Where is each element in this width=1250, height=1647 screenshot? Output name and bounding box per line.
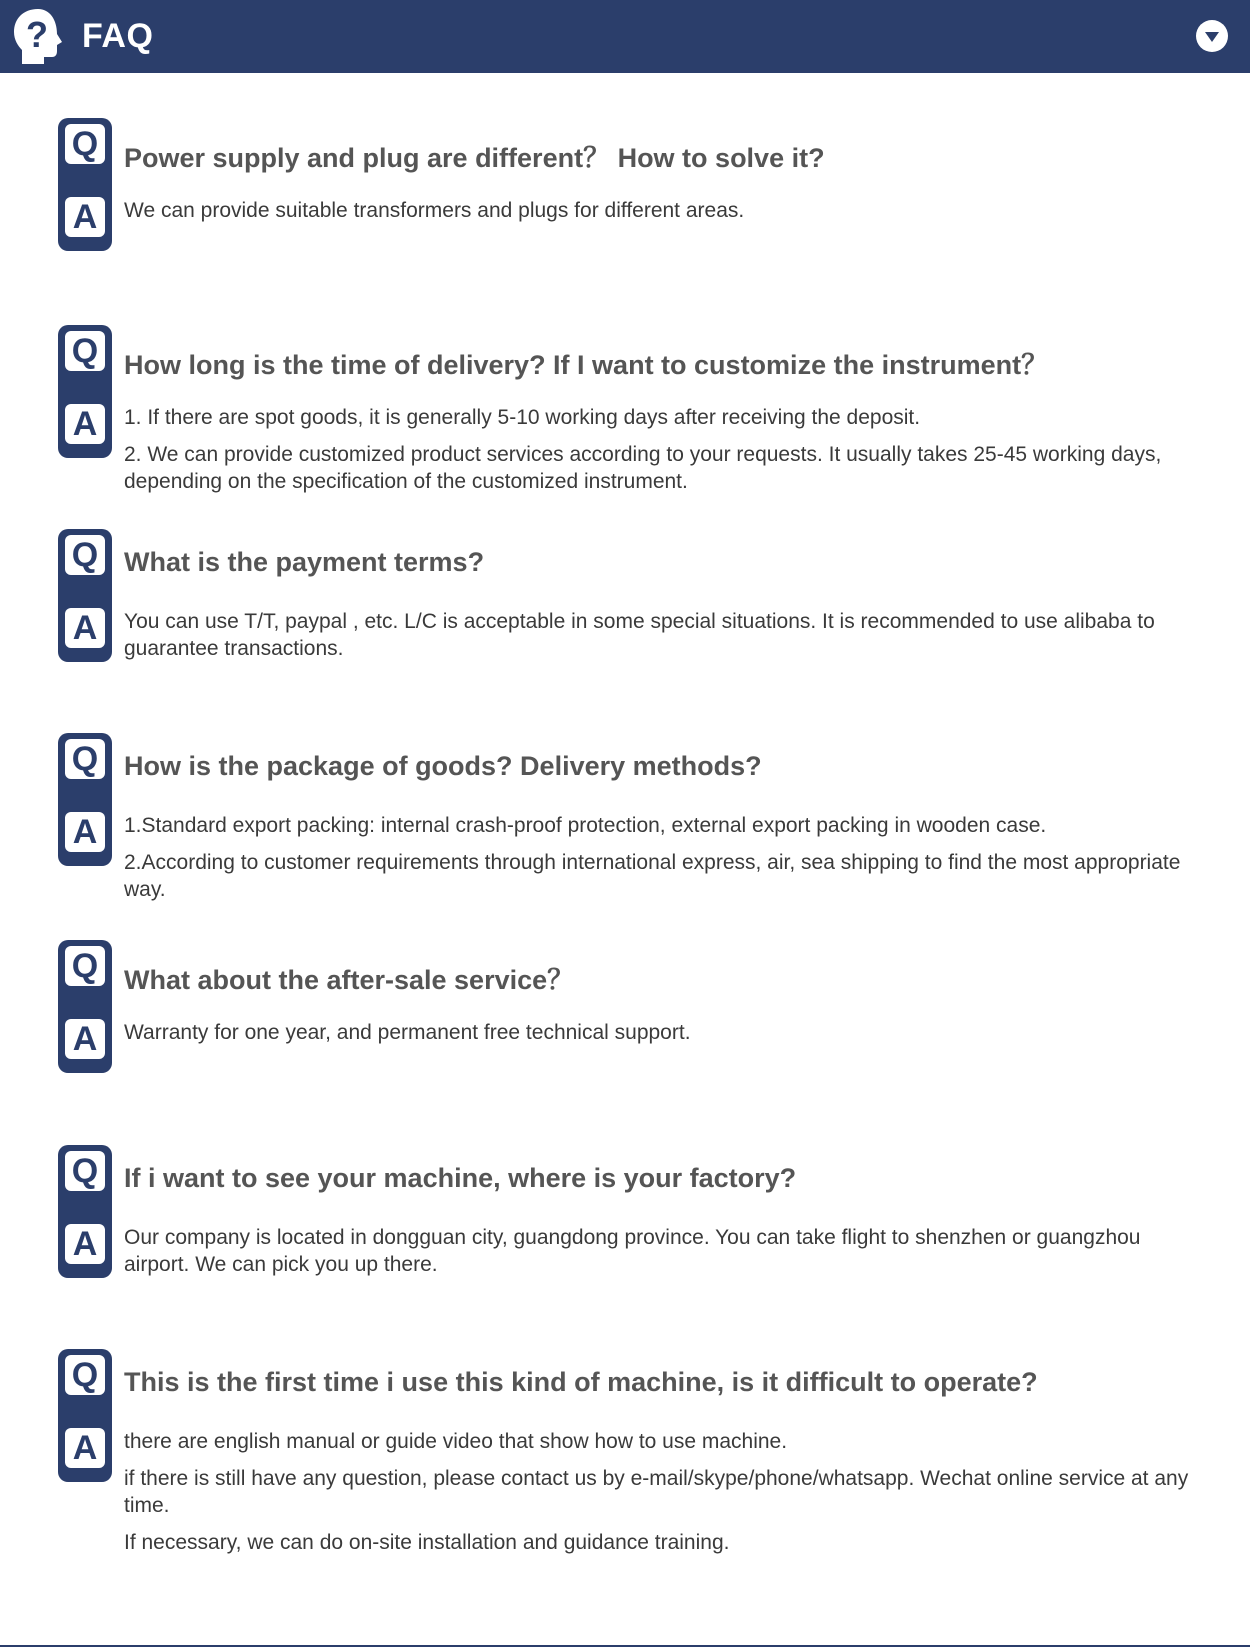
faq-answer <box>124 608 1204 672</box>
faq-answer-line: there are english manual or guide video that show how to use machine. <box>124 1430 788 1453</box>
faq-question: How is the package of goods? Delivery methods? <box>124 751 762 781</box>
question-badge: Q <box>65 535 105 575</box>
faq-question: What is the payment terms? <box>124 547 485 577</box>
qa-badge-bar <box>58 1349 112 1482</box>
faq-header <box>0 0 1250 73</box>
qa-badge-bar <box>58 733 112 866</box>
faq-answer-line: 2.According to customer requirements through international express, air, sea shipping to find the most appropriate way. <box>124 851 1181 901</box>
answer-badge: A <box>65 1428 105 1468</box>
question-badge: Q <box>65 1151 105 1191</box>
faq-answer <box>124 812 1204 913</box>
qa-badge-bar <box>58 1145 112 1278</box>
faq-question: If i want to see your machine, where is your factory? <box>124 1163 797 1193</box>
chevron-down-circle-icon[interactable] <box>1196 20 1228 52</box>
answer-badge: A <box>65 1019 105 1059</box>
answer-badge: A <box>65 812 105 852</box>
faq-question: Power supply and plug are different？ How to solve it? <box>124 143 825 173</box>
faq-question: This is the first time i use this kind of machine, is it difficult to operate? <box>124 1367 1038 1397</box>
faq-question: How long is the time of delivery? If I want to customize the instrument？ <box>124 350 1049 380</box>
svg-text:?: ? <box>26 14 48 55</box>
question-badge: Q <box>65 946 105 986</box>
qa-badge-bar <box>58 529 112 662</box>
answer-badge: A <box>65 1224 105 1264</box>
faq-answer-line: We can provide suitable transformers and plugs for different areas. <box>124 199 745 222</box>
answer-badge: A <box>65 608 105 648</box>
faq-answer-line: You can use T/T, paypal , etc. L/C is acceptable in some special situations. It is recommended to use alibaba to guarantee transactions. <box>124 610 1155 660</box>
faq-answer-line: 1.Standard export packing: internal crash-proof protection, external export packing in wooden case. <box>124 814 1047 837</box>
question-badge: Q <box>65 124 105 164</box>
faq-answer <box>124 1224 1204 1288</box>
head-question-icon <box>10 6 66 68</box>
qa-badge-bar <box>58 940 112 1073</box>
faq-answer <box>124 197 1204 234</box>
page-title: FAQ <box>82 17 154 55</box>
faq-answer <box>124 1019 1204 1056</box>
answer-badge: A <box>65 404 105 444</box>
faq-answer-line: 1. If there are spot goods, it is generally 5-10 working days after receiving the deposit. <box>124 406 921 429</box>
answer-badge: A <box>65 197 105 237</box>
faq-question: What about the after-sale service？ <box>124 965 575 995</box>
faq-answer <box>124 404 1204 505</box>
faq-answer-line: Our company is located in dongguan city, guangdong province. You can take flight to shenzhen or guangzhou airport. We can pick you up there. <box>124 1226 1141 1276</box>
question-badge: Q <box>65 739 105 779</box>
qa-badge-bar <box>58 325 112 458</box>
faq-answer-line: 2. We can provide customized product services according to your requests. It usually takes 25-45 working days, depending on the specification of the customized instrument. <box>124 443 1162 493</box>
question-badge: Q <box>65 331 105 371</box>
faq-answer-line: if there is still have any question, please contact us by e-mail/skype/phone/whatsapp. Wechat online service at any time. <box>124 1467 1189 1517</box>
qa-badge-bar <box>58 118 112 251</box>
faq-answer <box>124 1428 1204 1566</box>
faq-answer-line: Warranty for one year, and permanent free technical support. <box>124 1021 691 1044</box>
faq-answer-line: If necessary, we can do on-site installation and guidance training. <box>124 1531 730 1554</box>
question-badge: Q <box>65 1355 105 1395</box>
